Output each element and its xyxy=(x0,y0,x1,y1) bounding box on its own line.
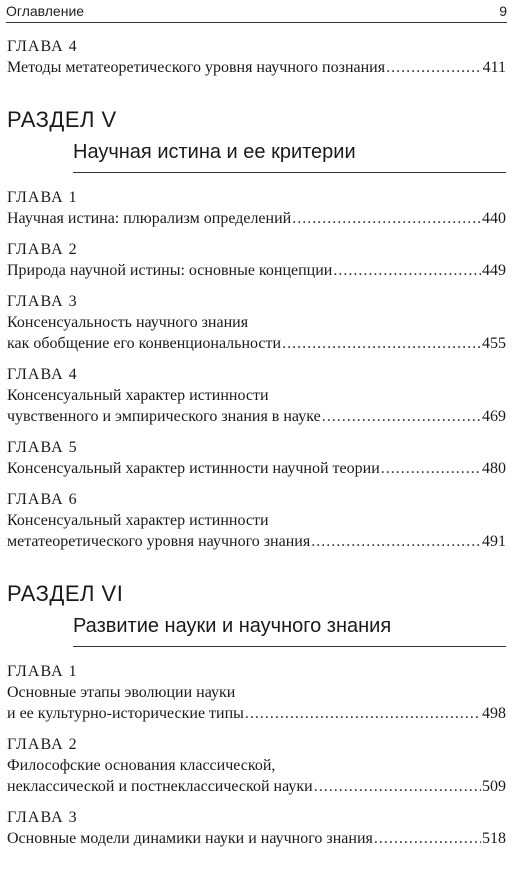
toc-entry[interactable] xyxy=(7,734,506,797)
chapter-title-line: Основные этапы эволюции науки xyxy=(7,684,236,701)
toc-entry[interactable] xyxy=(7,437,506,479)
leader-dots xyxy=(386,57,482,78)
page-ref: 411 xyxy=(482,59,506,76)
leader-dots xyxy=(322,406,481,427)
chapter-title: Основные модели динамики науки и научного знания xyxy=(7,830,373,847)
page-ref: 509 xyxy=(482,778,506,795)
page-ref: 449 xyxy=(482,262,506,279)
leader-dots xyxy=(333,260,481,281)
table-of-contents xyxy=(7,36,506,859)
running-header-title: Оглавление xyxy=(6,3,85,19)
chapter-title: неклассической и постнеклассической науки xyxy=(7,778,313,795)
chapter-title: Научная истина: плюрализм определений xyxy=(7,210,292,227)
chapter-title: Консенсуальный характер истинности научной теории xyxy=(7,460,380,477)
chapter-title: чувственного и эмпирического знания в науке xyxy=(7,408,321,425)
chapter-label: ГЛАВА 1 xyxy=(7,663,78,680)
section-heading xyxy=(7,106,506,173)
page-ref: 469 xyxy=(482,408,506,425)
toc-line xyxy=(7,703,506,724)
toc-line xyxy=(7,458,506,479)
section-title: Развитие науки и научного знания xyxy=(73,612,506,647)
chapter-label: ГЛАВА 5 xyxy=(7,439,78,456)
section-heading xyxy=(7,580,506,647)
chapter-label: ГЛАВА 2 xyxy=(7,241,78,258)
chapter-label: ГЛАВА 1 xyxy=(7,189,78,206)
section-label: РАЗДЕЛ V xyxy=(7,107,117,132)
toc-line xyxy=(7,57,506,78)
running-header xyxy=(6,0,507,23)
page-ref: 518 xyxy=(482,830,506,847)
chapter-title: метатеоретического уровня научного знания xyxy=(7,533,311,550)
chapter-label: ГЛАВА 3 xyxy=(7,809,78,826)
chapter-title: и ее культурно-исторические типы xyxy=(7,705,244,722)
leader-dots xyxy=(381,458,481,479)
toc-entry[interactable] xyxy=(7,489,506,552)
chapter-label: ГЛАВА 4 xyxy=(7,366,78,383)
leader-dots xyxy=(282,333,481,354)
chapter-label: ГЛАВА 2 xyxy=(7,736,78,753)
toc-entry[interactable] xyxy=(7,187,506,229)
page-ref: 491 xyxy=(482,533,506,550)
leader-dots xyxy=(292,208,481,229)
page-ref: 455 xyxy=(482,335,506,352)
chapter-title-line: Консенсуальность научного знания xyxy=(7,314,249,331)
chapter-title-line: Философские основания классической, xyxy=(7,757,276,774)
page-ref: 440 xyxy=(482,210,506,227)
leader-dots xyxy=(374,828,481,849)
toc-line xyxy=(7,406,506,427)
leader-dots xyxy=(314,776,481,797)
chapter-title-line: Консенсуальный характер истинности xyxy=(7,387,269,404)
toc-line xyxy=(7,208,506,229)
chapter-label: ГЛАВА 3 xyxy=(7,293,78,310)
leader-dots xyxy=(311,531,481,552)
section-label: РАЗДЕЛ VI xyxy=(7,581,124,606)
chapter-title: как обобщение его конвенциональности xyxy=(7,335,282,352)
toc-line xyxy=(7,531,506,552)
chapter-title: Методы метатеоретического уровня научного познания xyxy=(7,59,386,76)
toc-entry[interactable] xyxy=(7,291,506,354)
section-title: Научная истина и ее критерии xyxy=(73,138,506,173)
toc-entry[interactable] xyxy=(7,661,506,724)
page-number: 9 xyxy=(499,3,507,19)
chapter-label: ГЛАВА 6 xyxy=(7,491,78,508)
toc-entry[interactable] xyxy=(7,807,506,849)
page-ref: 480 xyxy=(482,460,506,477)
chapter-label: ГЛАВА 4 xyxy=(7,38,78,55)
toc-line xyxy=(7,776,506,797)
toc-entry[interactable] xyxy=(7,364,506,427)
page-ref: 498 xyxy=(482,705,506,722)
toc-line xyxy=(7,260,506,281)
chapter-title-line: Консенсуальный характер истинности xyxy=(7,512,269,529)
toc-entry[interactable] xyxy=(7,239,506,281)
toc-line xyxy=(7,828,506,849)
chapter-title: Природа научной истины: основные концепции xyxy=(7,262,333,279)
leader-dots xyxy=(245,703,481,724)
toc-line xyxy=(7,333,506,354)
toc-entry[interactable] xyxy=(7,36,506,78)
